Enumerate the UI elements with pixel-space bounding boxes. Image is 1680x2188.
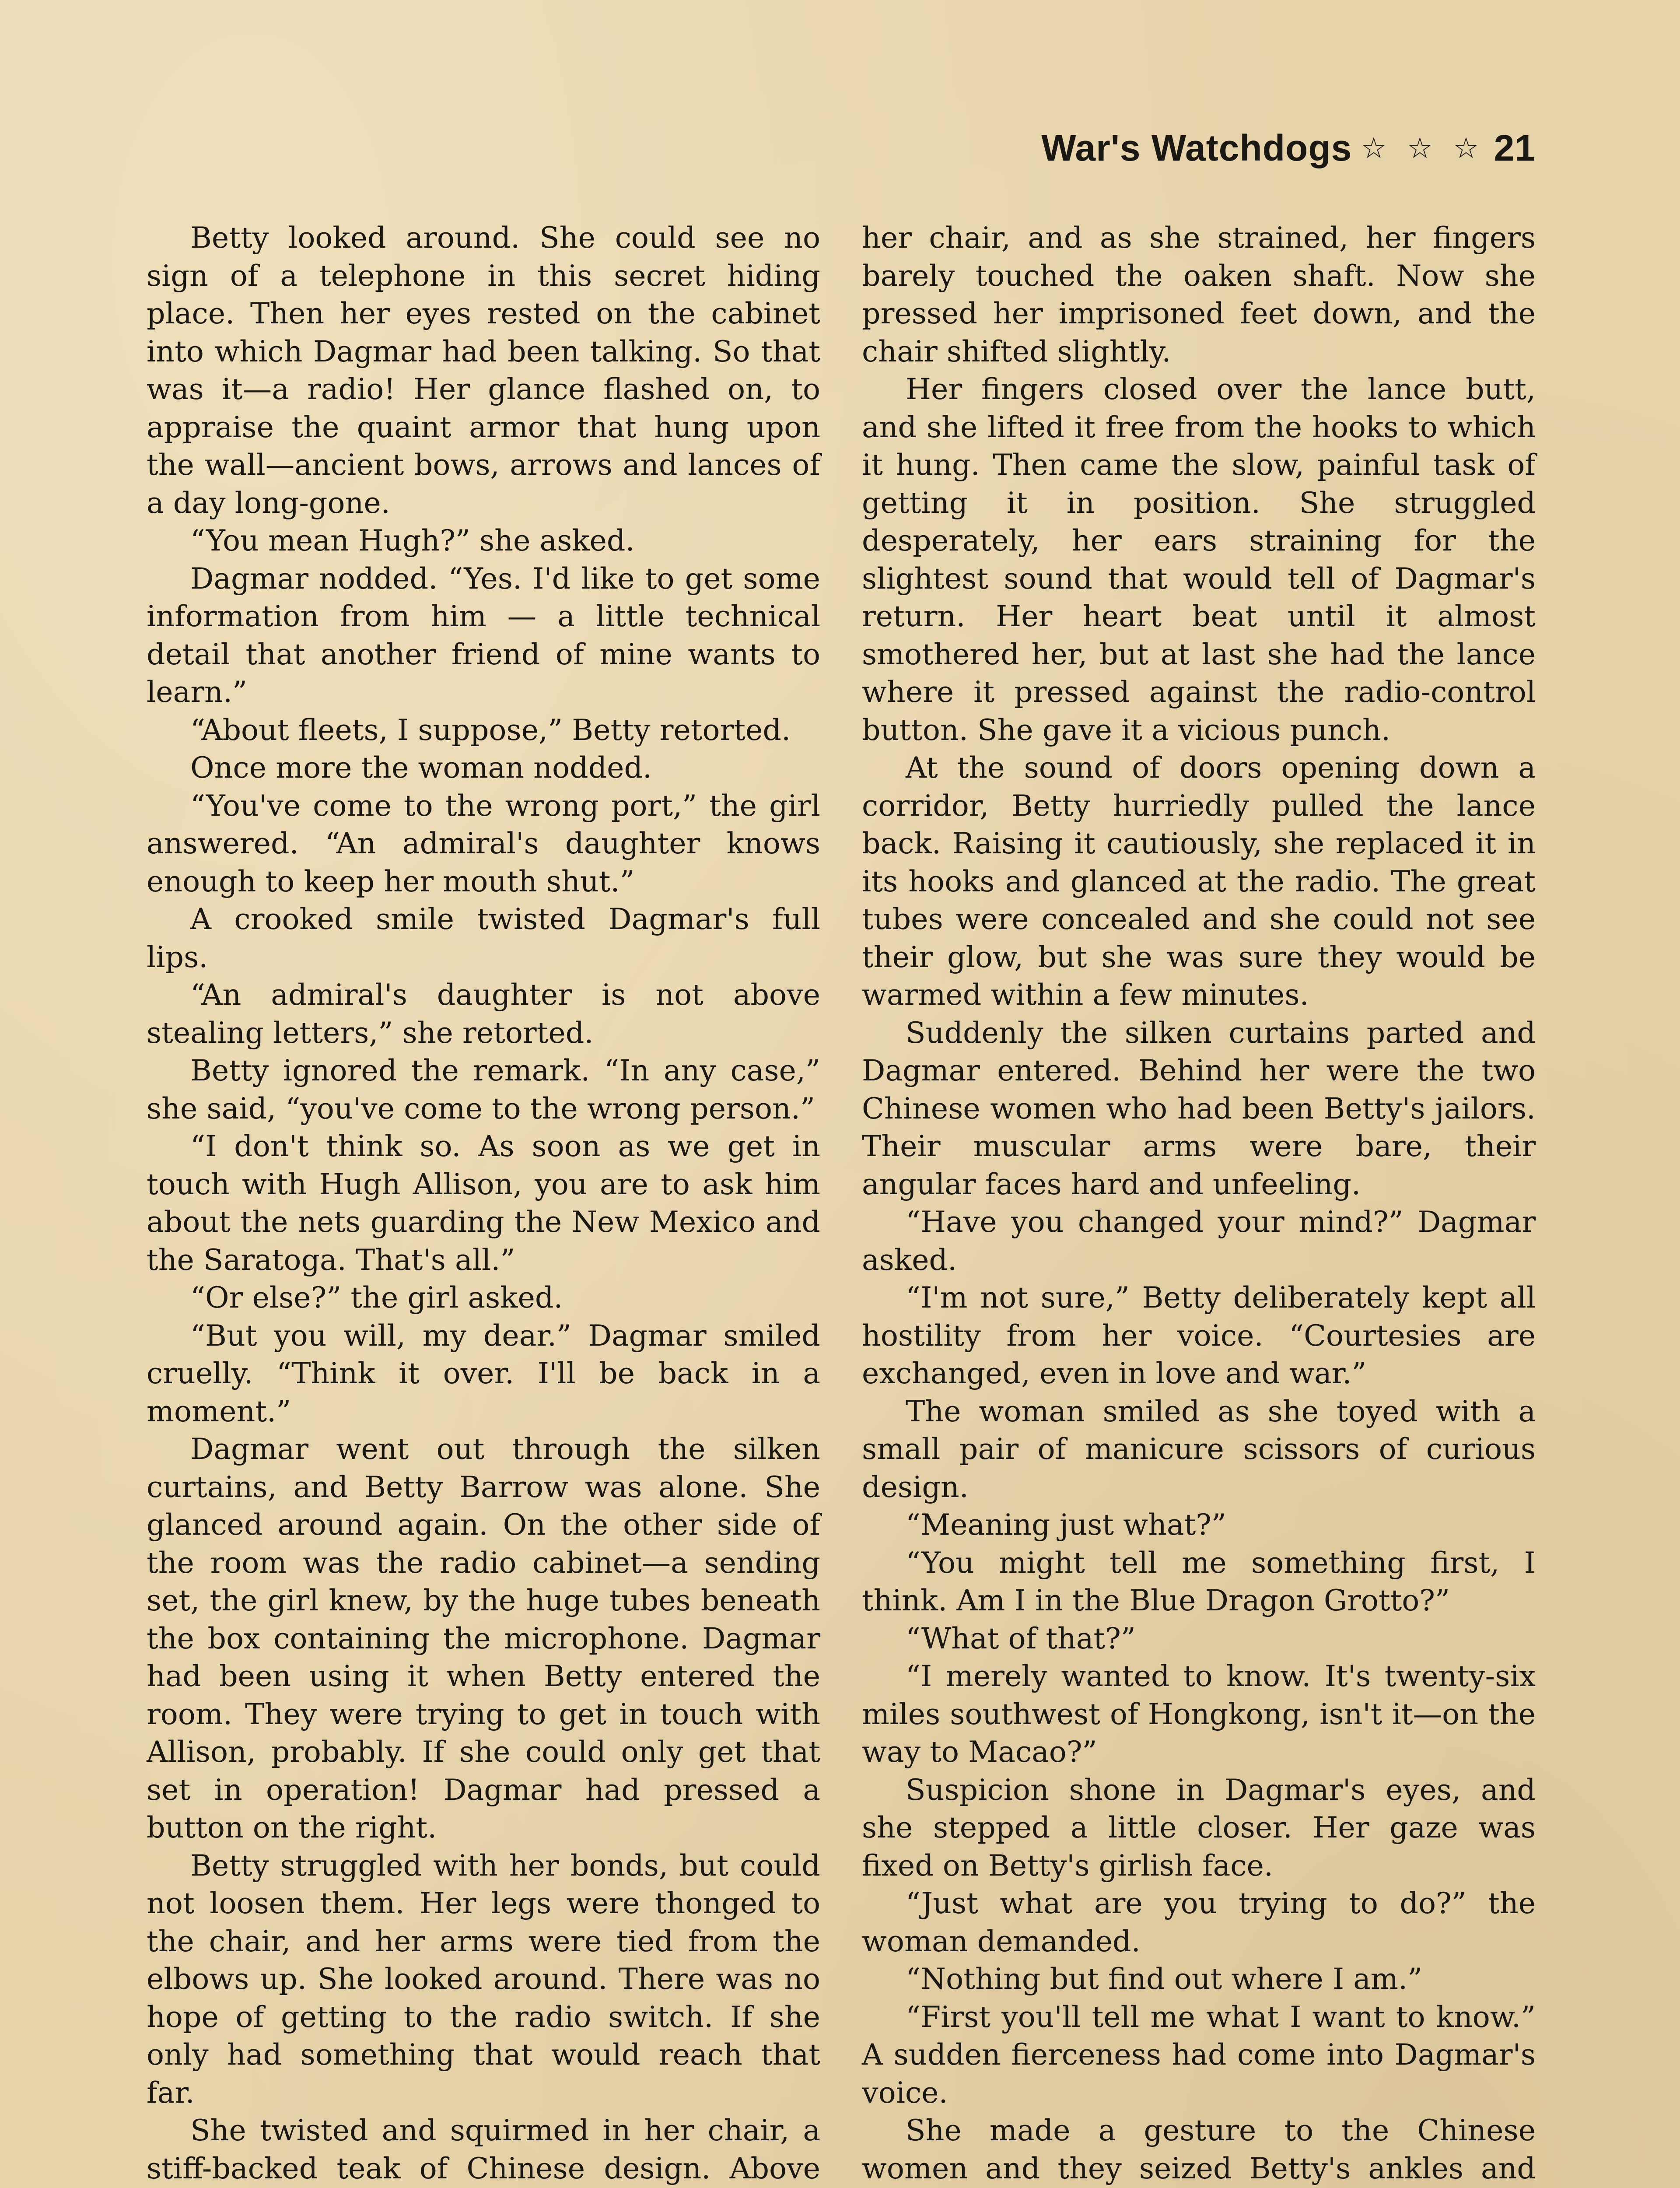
right-column	[862, 219, 1536, 2188]
paragraph: “Or else?” the girl asked.	[190, 1280, 563, 1315]
paragraph: A crooked smile twisted Dagmar's full lips.	[147, 902, 820, 974]
paragraph: Betty looked around. She could see no sign of a telephone in this secret hiding place. Then her eyes rested on the cabinet into which Dagmar had been talking. So that was it—a radio! Her glance flashed on, to appraise the quaint armor that hung upon the wall—ancient bows, arrows and lances of a day long-gone.	[147, 221, 820, 520]
page-number: 21	[1494, 127, 1536, 168]
paragraph: She twisted and squirmed in her chair, a stiff-backed teak of Chinese design. Above	[147, 2113, 820, 2185]
paragraph: “I don't think so. As soon as we get in touch with Hugh Allison, you are to ask him about the nets guarding the New Mexico and the Saratoga. That's all.”	[147, 1129, 820, 1277]
paragraph: “But you will, my dear.” Dagmar smiled cruelly. “Think it over. I'll be back in a moment.”	[147, 1318, 820, 1428]
story-title: War's Watchdogs	[1041, 127, 1352, 168]
paragraph: “You might tell me something first, I think. Am I in the Blue Dragon Grotto?”	[862, 1545, 1536, 1617]
paragraph: “Have you changed your mind?” Dagmar asked.	[862, 1205, 1536, 1277]
paragraph: “First you'll tell me what I want to know.” A sudden fierceness had come into Dagmar's voice.	[862, 1999, 1536, 2110]
running-head	[1041, 127, 1536, 169]
paragraph: The woman smiled as she toyed with a small pair of manicure scissors of curious design.	[862, 1394, 1536, 1504]
paragraph: At the sound of doors opening down a corridor, Betty hurriedly pulled the lance back. Raising it cautiously, she replaced it in its hooks and glanced at the radio. The great tubes were concealed and she could not see their glow, but she was sure they would be warmed within a few minutes.	[862, 750, 1536, 1012]
text-columns	[147, 219, 1536, 2188]
paragraph: her chair, and as she strained, her fingers barely touched the oaken shaft. Now she pressed her imprisoned feet down, and the chair shifted slightly.	[862, 221, 1536, 368]
paragraph: “Nothing but find out where I am.”	[906, 1962, 1423, 1996]
paragraph: Dagmar nodded. “Yes. I'd like to get some information from him — a little technical detail that another friend of mine wants to learn.”	[147, 561, 820, 709]
paragraph: “An admiral's daughter is not above stealing letters,” she retorted.	[147, 978, 820, 1050]
paragraph: Suspicion shone in Dagmar's eyes, and she stepped a little closer. Her gaze was fixed on Betty's girlish face.	[862, 1772, 1536, 1883]
paragraph: “You mean Hugh?” she asked.	[190, 523, 635, 558]
paragraph: “I merely wanted to know. It's twenty-six miles southwest of Hongkong, isn't it—on the way to Macao?”	[862, 1659, 1536, 1769]
paragraph: “Just what are you trying to do?” the woman demanded.	[862, 1886, 1536, 1958]
paragraph: Once more the woman nodded.	[190, 750, 652, 785]
paragraph: Betty ignored the remark. “In any case,” she said, “you've come to the wrong person.”	[147, 1053, 820, 1126]
star-ornament-icon: ☆ ☆ ☆	[1361, 132, 1485, 164]
left-column	[147, 219, 820, 2188]
paragraph: “About fleets, I suppose,” Betty retorted.	[190, 712, 791, 747]
paragraph: “What of that?”	[906, 1621, 1136, 1655]
paragraph: “I'm not sure,” Betty deliberately kept all hostility from her voice. “Courtesies are exchanged, even in love and war.”	[862, 1280, 1536, 1390]
paragraph: Dagmar went out through the silken curtains, and Betty Barrow was alone. She glanced around again. On the other side of the room was the radio cabinet—a sending set, the girl knew, by the huge tubes beneath the box containing the microphone. Dagmar had been using it when Betty entered the room. They were trying to get in touch with Allison, probably. If she could only get that set in operation! Dagmar had pressed a button on the right.	[147, 1432, 820, 1844]
paragraph: “You've come to the wrong port,” the girl answered. “An admiral's daughter knows enough to keep her mouth shut.”	[147, 788, 820, 898]
paragraph: Suddenly the silken curtains parted and Dagmar entered. Behind her were the two Chinese women who had been Betty's jailors. Their muscular arms were bare, their angular faces hard and unfeeling.	[862, 1015, 1536, 1201]
paragraph: She made a gesture to the Chinese women and they seized Betty's ankles and	[862, 2113, 1536, 2185]
paragraph: Betty struggled with her bonds, but could not loosen them. Her legs were thonged to the chair, and her arms were tied from the elbows up. She looked around. There was no hope of getting to the radio switch. If she only had something that would reach that far.	[147, 1848, 820, 2110]
paragraph: Her fingers closed over the lance butt, and she lifted it free from the hooks to which it hung. Then came the slow, painful task of getting it in position. She struggled desperately, her ears straining for the slightest sound that would tell of Dagmar's return. Her heart beat until it almost smothered her, but at last she had the lance where it pressed against the radio-control button. She gave it a vicious punch.	[862, 372, 1536, 747]
paragraph: “Meaning just what?”	[906, 1508, 1226, 1542]
